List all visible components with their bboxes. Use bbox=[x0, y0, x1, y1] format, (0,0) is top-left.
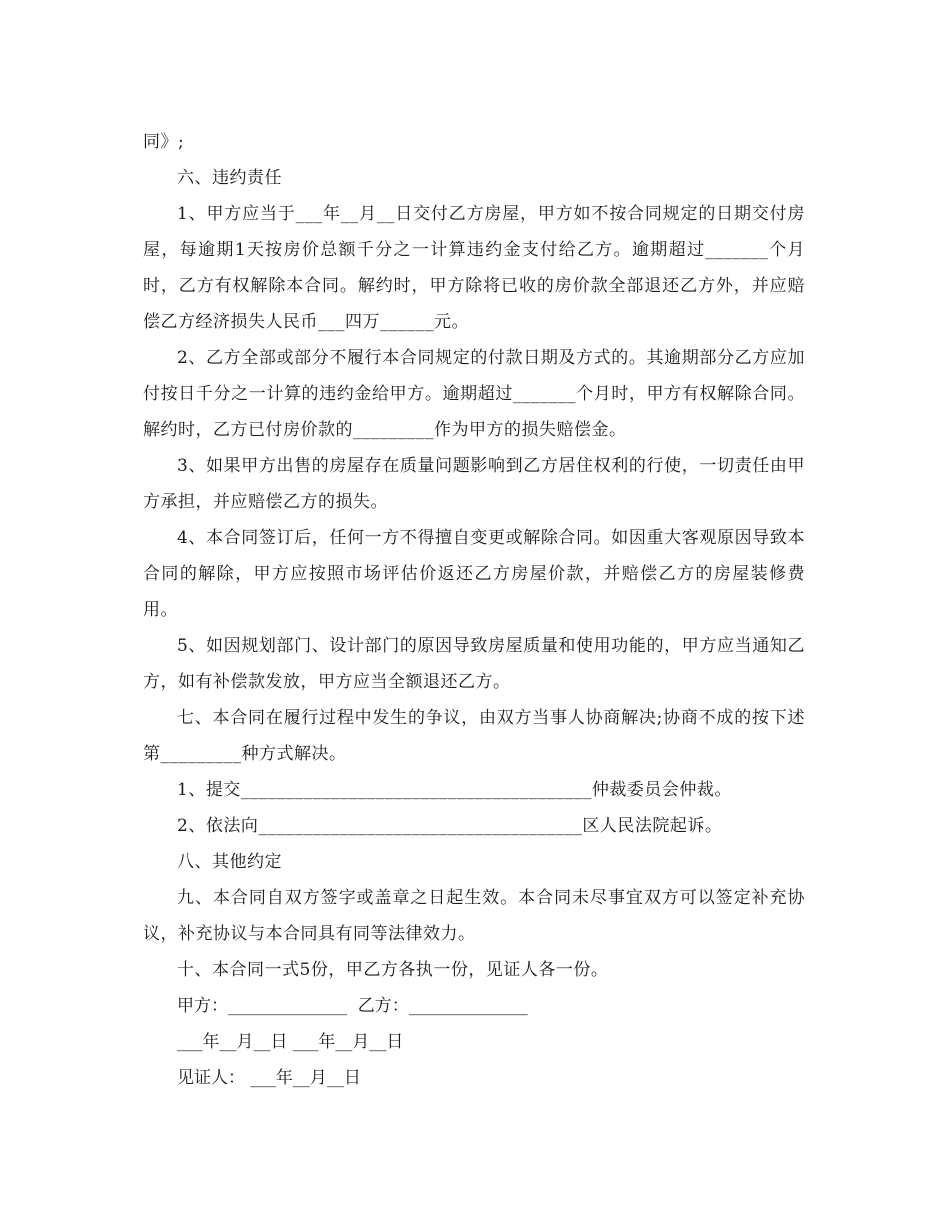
clause-seller-delivery: 1、甲方应当于___年__月__日交付乙方房屋，甲方如不按合同规定的日期交付房屋，每逾期1天按房价总额千分之一计算违约金支付给乙方。逾期超过_______个月时，乙方有权解除本合同。解约时，甲方除将已收的房价款全部退还乙方外，并应赔偿乙方经济损失人民币___四万______元。 bbox=[143, 204, 805, 332]
signature-parties-line: 甲方：______________ 乙方：______________ bbox=[177, 996, 528, 1016]
clause-planning-compensation: 5、如因规划部门、设计部门的原因导致房屋质量和使用功能的，甲方应当通知乙方，如有补偿款发放，甲方应当全额退还乙方。 bbox=[143, 636, 805, 692]
heading-dispute-resolution: 七、本合同在履行过程中发生的争议，由双方当事人协商解决;协商不成的按下述第_________种方式解决。 bbox=[143, 708, 805, 764]
option-arbitration: 1、提交_______________________________________仲裁委员会仲裁。 bbox=[177, 780, 732, 800]
signature-witness-line: 见证人： ___年__月__日 bbox=[177, 1068, 361, 1088]
option-litigation: 2、依法向____________________________________区人民法院起诉。 bbox=[177, 816, 723, 836]
clause-no-unilateral-change: 4、本合同签订后，任何一方不得擅自变更或解除合同。如因重大客观原因导致本合同的解除，甲方应按照市场评估价返还乙方房屋价款，并赔偿乙方的房屋装修费用。 bbox=[143, 528, 805, 620]
heading-other-agreements: 八、其他约定 bbox=[177, 852, 282, 872]
signature-dates-line: ___年__月__日 ___年__月__日 bbox=[177, 1032, 404, 1052]
clause-quality-issue: 3、如果甲方出售的房屋存在质量问题影响到乙方居住权利的行使，一切责任由甲方承担，并应赔偿乙方的损失。 bbox=[143, 456, 805, 512]
contract-body bbox=[143, 124, 805, 1096]
clause-buyer-payment: 2、乙方全部或部分不履行本合同规定的付款日期及方式的。其逾期部分乙方应加付按日千分之一计算的违约金给甲方。逾期超过_______个月时，甲方有权解除合同。解约时，乙方已付房价款的_________作为甲方的损失赔偿金。 bbox=[143, 348, 805, 440]
clause-effectiveness: 九、本合同自双方签字或盖章之日起生效。本合同未尽事宜双方可以签定补充协议，补充协议与本合同具有同等法律效力。 bbox=[143, 888, 805, 944]
clause-copies: 十、本合同一式5份，甲乙方各执一份，见证人各一份。 bbox=[177, 960, 609, 980]
heading-breach-liability: 六、违约责任 bbox=[177, 168, 282, 188]
paragraph-continuation: 同》; bbox=[143, 132, 185, 152]
